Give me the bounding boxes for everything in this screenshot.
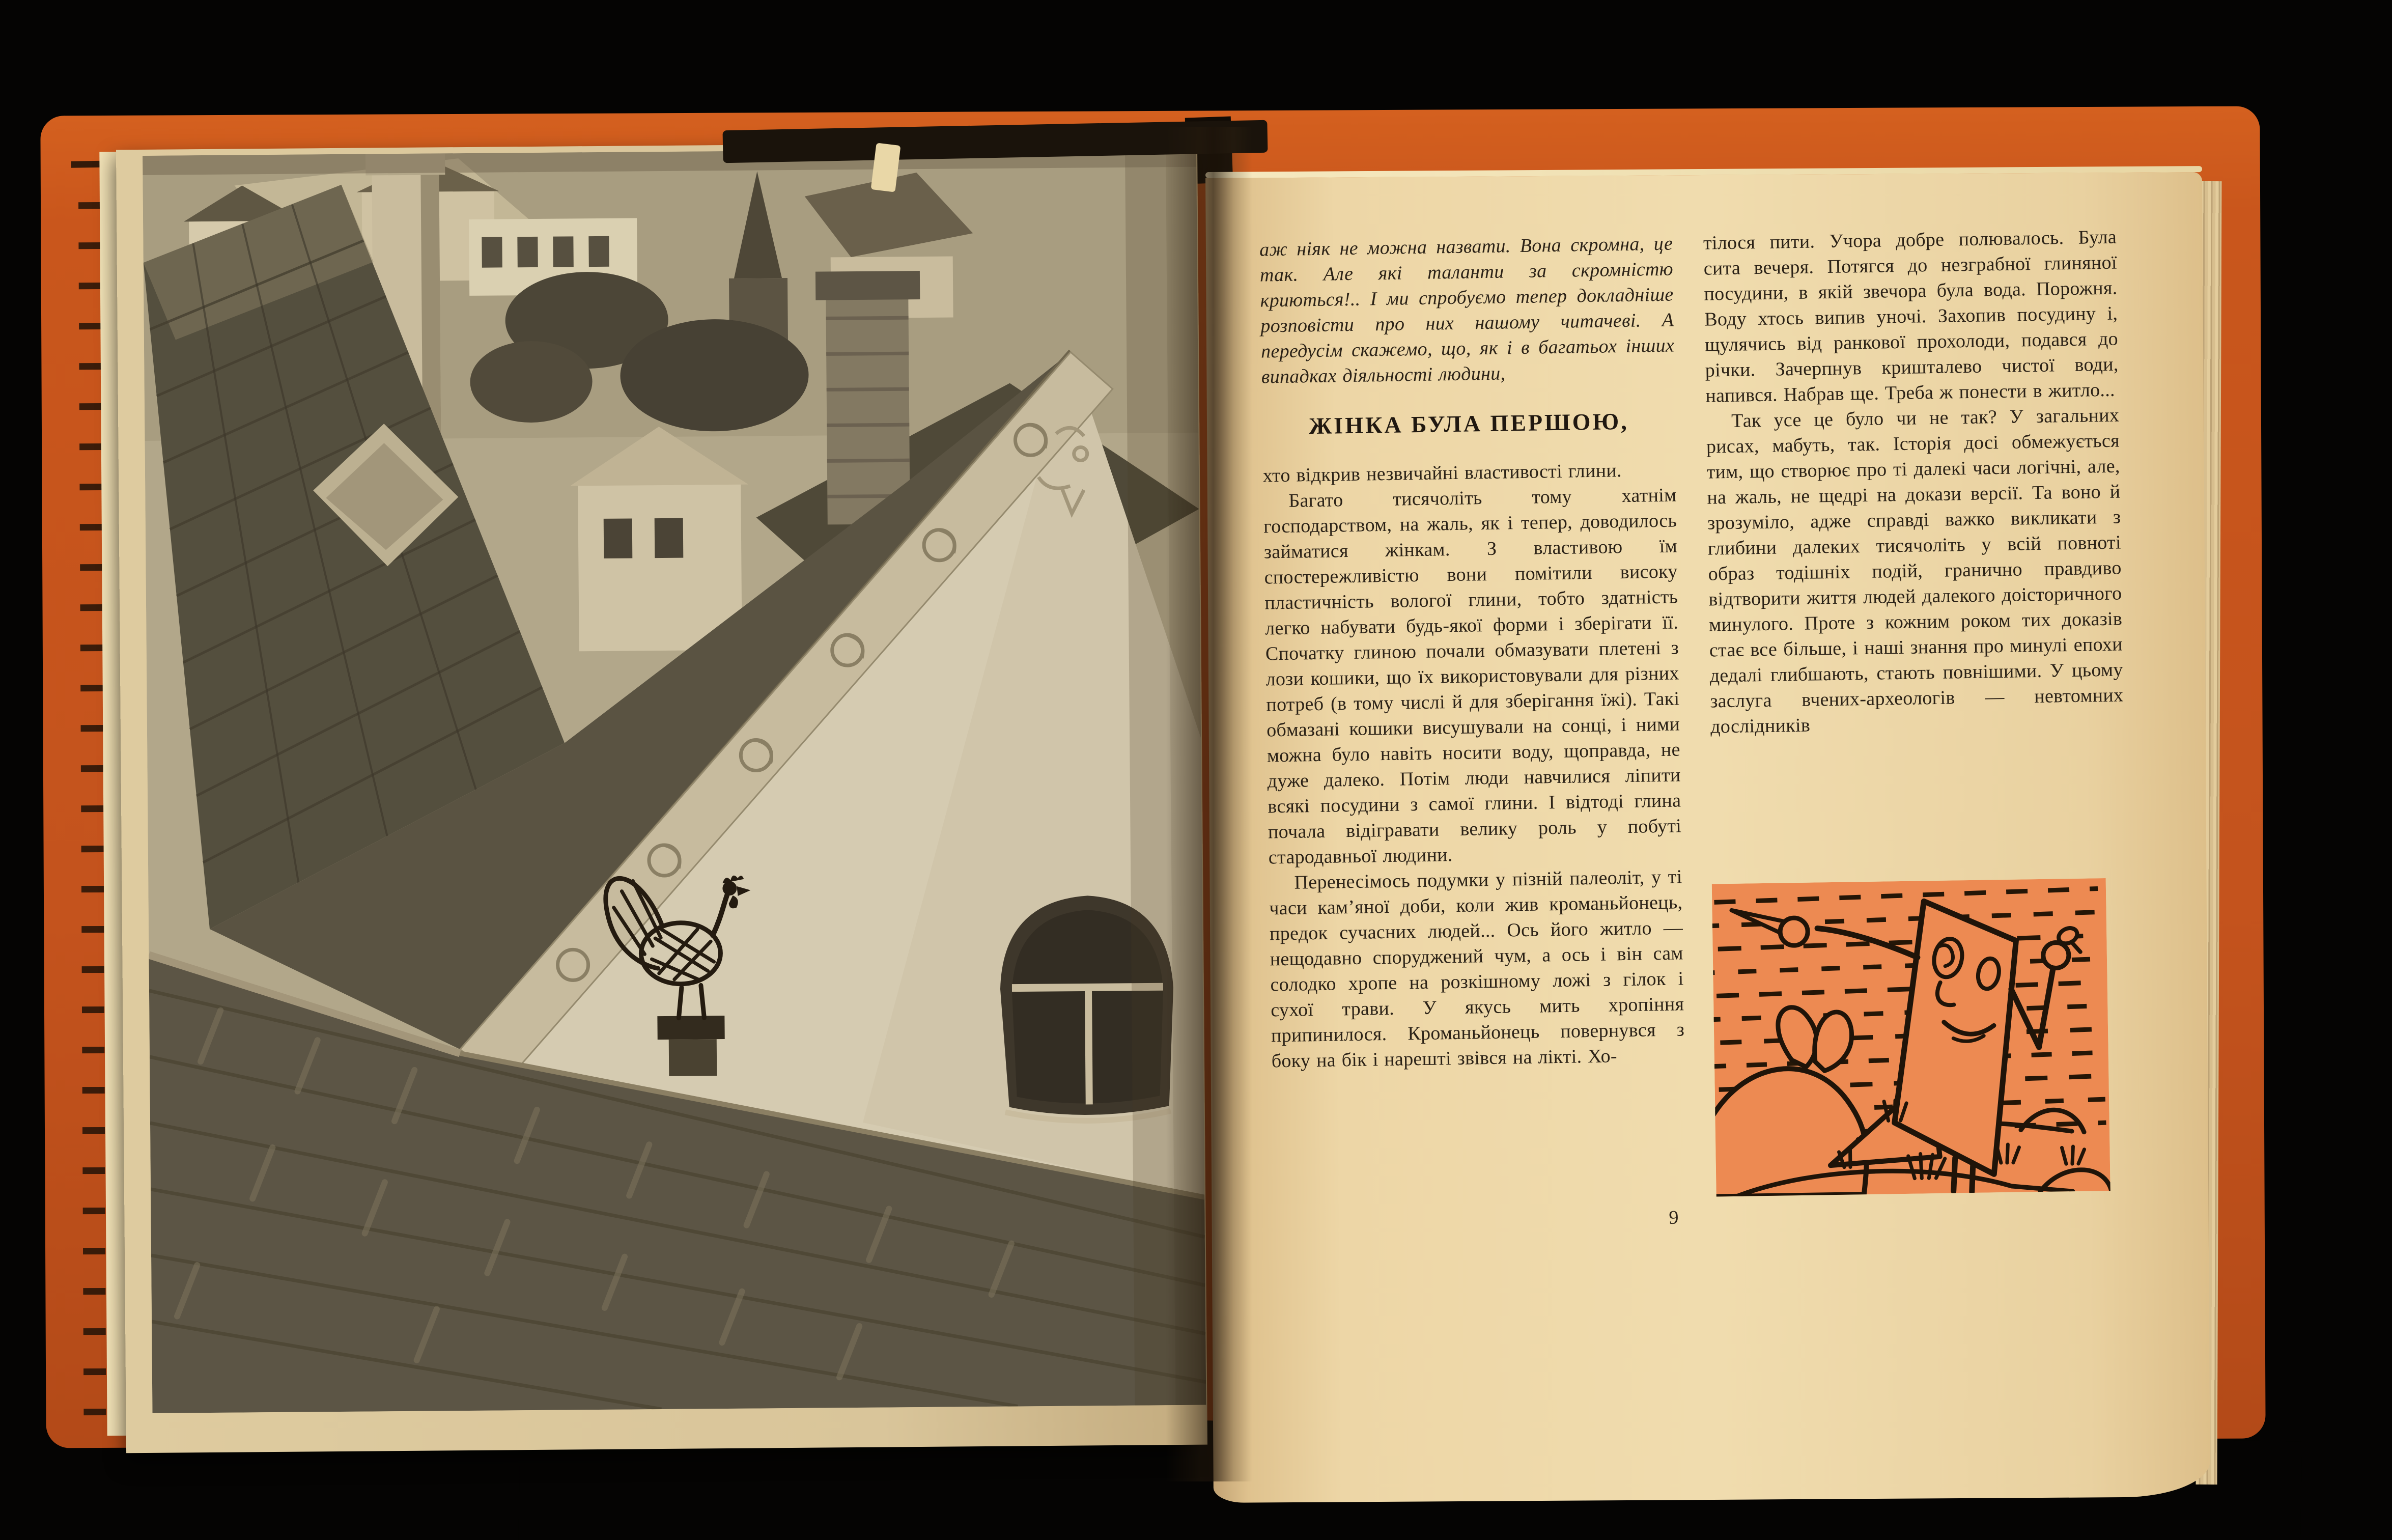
right-page [1205,172,2210,1503]
clay-figure-illustration [1712,878,2110,1196]
pointing-hand [1780,918,1808,946]
section-heading: ЖІНКА БУЛА ПЕРШОЮ, [1308,408,1629,439]
paragraph: Багато тисячоліть тому хатнім господарством, на жаль, як і тепер, доводилось займатися жінкам. З властивою їм спостережливістю вони помітили високу пластичність вологої глини, тобто здатність легко набувати будь-якої форми і зберігати її. Спочатку глиною почали обмазувати плетені з лози кошики, що їх використовували для різних потреб (в тому числі й для зберігання їжі). Такі обмазані кошики висушували на сонці, і ними можна було навіть носити воду, щоправда, не дуже далеко. Потім люди навчилися ліпити всякі посудини з самої глини. І відтоді глина почала відігравати велику роль у побуті стародавньої людини. [1263,484,1682,869]
paragraph: Перенесімось подумки у пізній палеоліт, у ті часи кам’яної доби, коли жив кроманьйонець, предок сучасних людей... Ось його житло — нещодавно споруджений чум, а ось і він сам солодко хропе на розкішному ложі з гілок і сухої трави. У якусь мить хропіння припинилося. Кроманьйонець повернувся з боку на бік і нарешті звівся на лікті. Хо- [1269,866,1685,1072]
intro-italic-paragraph: аж ніяк не можна назвати. Вона скромна, це так. Але які таланти за скромністю криються!.. І ми спробуємо тепер докладніше розповісти про них нашому читачеві. А передусім скажемо, що, як і в багатьох інших випадках діяльності людини, [1259,233,1675,388]
page-number: 9 [1669,1207,1679,1228]
raised-fist [2043,942,2069,968]
left-page [116,142,1207,1453]
lead-paragraph: хто відкрив незвичайні властивості глини. [1262,460,1622,487]
text-column-1 [1259,231,1685,1074]
paragraph: Так усе це було чи не так? У загальних рисах, мабуть, так. Історія досі обмежується тим, що створює про ті далекі часи логічні, але, на жаль, не щедрі на докази версії. Та воно й зрозуміло, адже справді важко викликати з глибини далеких тисячоліть у всій повноті образ тодішніх подій, гранично правдиво відтворити життя людей далекого доісторичного минулого. Проте з кожним роком тих доказів стає все більше, і наші знання про минулі епохи дедалі глибшають, стають повнішими. У цьому заслуга вчених-археологів — невтомних дослідників [1706,404,2124,738]
text-column-2 [1703,225,2124,740]
rooftops-photo [143,148,1206,1413]
paragraph: тілося пити. Учора добре полювалось. Була сита вечеря. Потягся до незграбної глиняної посудини, в якій звечора була вода. Порожня. Воду хтось випив уночі. Захопив посудину і, щулячись від ранкової прохолоди, подався до річки. Зачерпнув кришталево чистої води, напився. Набрав ще. Треба ж понести в житло... [1703,226,2119,407]
